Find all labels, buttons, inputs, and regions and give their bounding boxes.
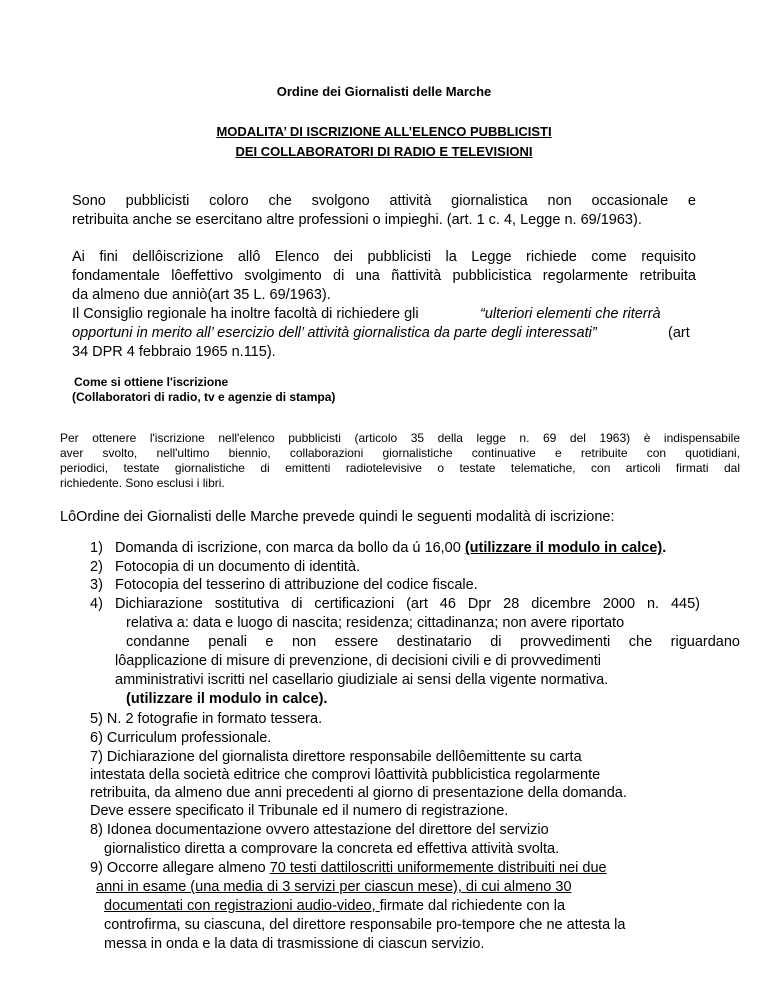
list-item-9-text: 9) Occorre allegare almeno — [90, 860, 270, 876]
intro-p2-line2: fondamentale lôeffettivo svolgimento di una ñattività pubblicistica regolarmente retribuita — [72, 268, 696, 284]
list-item-1-text: Domanda di iscrizione, con marca da bollo da ú 16,00 — [115, 540, 465, 556]
requirements-line1: Per ottenere l'iscrizione nell'elenco pubblicisti (articolo 35 della legge n. 69 del 1963) è indispensabile — [60, 431, 740, 445]
list-item-4-line1: Dichiarazione sostitutiva di certificazioni (art 46 Dpr 28 dicembre 2000 n. 445) — [115, 596, 700, 612]
document-heading-line2: DEI COLLABORATORI DI RADIO E TELEVISIONI — [235, 144, 533, 159]
section-title-line1: Come si ottiene l'iscrizione — [74, 375, 229, 389]
intro-p2-line5b: (art — [668, 325, 690, 341]
list-item-7-line2: intestata della società editrice che comprovi lôattività pubblicistica regolarmente — [90, 767, 601, 783]
list-number-2: 2) — [90, 559, 103, 575]
list-item-9-highlight-2: anni in esame (una media di 3 servizi per ciascun mese), — [96, 879, 466, 895]
list-item-6: 6) Curriculum professionale. — [90, 730, 272, 746]
requirements-line2: aver svolto, nell'ultimo biennio, collaborazioni giornalistiche continuative e retribuite con quotidiani, — [60, 446, 740, 460]
list-item-7-line4: Deve essere specificato il Tribunale ed il numero di registrazione. — [90, 803, 509, 819]
list-item-9-line4: controfirma, su ciascuna, del direttore responsabile pro-tempore che ne attesta la — [104, 917, 626, 933]
list-item-4-line2: relativa a: data e luogo di nascita; residenza; cittadinanza; non avere riportato — [126, 615, 625, 631]
intro-p2-line1: Ai fini dellôiscrizione allô Elenco dei pubblicisti la Legge richiede come requisito — [72, 249, 696, 265]
list-number-4: 4) — [90, 596, 103, 612]
intro-p2-line6: 34 DPR 4 febbraio 1965 n.115). — [72, 344, 276, 360]
requirements-line4: richiedente. Sono esclusi i libri. — [60, 476, 225, 490]
organization-title: Ordine dei Giornalisti delle Marche — [276, 84, 492, 99]
list-item-9-highlight-4: documentati con registrazioni audio-video, — [104, 898, 380, 914]
list-item-9-line2 — [96, 879, 572, 895]
intro-p1-line1: Sono pubblicisti coloro che svolgono attività giornalistica non occasionale e — [72, 193, 696, 209]
intro-p2-line4b: “ulteriori elementi che riterrà — [480, 306, 661, 322]
list-item-4-line4: lôapplicazione di misure di prevenzione, di decisioni civili e di provvedimenti — [115, 653, 601, 669]
list-item-9-line5: messa in onda e la data di trasmissione di ciascun servizio. — [104, 936, 485, 952]
procedure-intro: LôOrdine dei Giornalisti delle Marche prevede quindi le seguenti modalità di iscrizione: — [60, 509, 615, 525]
list-item-9-text-2: firmate dal richiedente con la — [379, 898, 566, 914]
requirements-line3: periodici, testate giornalistiche di emittenti radiotelevisive o testate telematiche, con articoli firmati dal — [60, 461, 740, 475]
section-title-line2: (Collaboratori di radio, tv e agenzie di stampa) — [72, 390, 336, 404]
intro-p2-line4a: Il Consiglio regionale ha inoltre facoltà di richiedere gli — [72, 306, 419, 322]
intro-p2-line5a: opportuni in merito all’ esercizio dell’ attività giornalistica da parte degli interessati” — [72, 325, 597, 341]
list-item-7-line1: 7) Dichiarazione del giornalista direttore responsabile dellôemittente su carta — [90, 749, 582, 765]
list-item-9-line3 — [104, 898, 565, 914]
intro-p1-line2: retribuita anche se esercitano altre professioni o impieghi. (art. 1 c. 4, Legge n. 69/1963). — [72, 212, 642, 228]
list-item-9-highlight-1: 70 testi dattiloscritti uniformemente distribuiti nei due — [269, 860, 607, 876]
list-item-8-line2: giornalistico diretta a comprovare la concreta ed effettiva attività svolta. — [104, 841, 560, 857]
list-item-9-highlight-3: di cui almeno 30 — [465, 879, 572, 895]
list-item-5: 5) N. 2 fotografie in formato tessera. — [90, 711, 323, 727]
list-item-8-line1: 8) Idonea documentazione ovvero attestazione del direttore del servizio — [90, 822, 549, 838]
list-item-1: Domanda di iscrizione, con marca da bollo da ú 16,00 (utilizzare il modulo in calce). — [115, 540, 667, 556]
list-item-3: Fotocopia del tesserino di attribuzione del codice fiscale. — [115, 577, 478, 593]
list-item-9-line1 — [90, 860, 607, 876]
list-item-1-note: (utilizzare il modulo in calce) — [464, 540, 663, 556]
document-heading-line1: MODALITA’ DI ISCRIZIONE ALL’ELENCO PUBBLICISTI — [216, 124, 552, 139]
list-number-1: 1) — [90, 540, 103, 556]
list-item-4-line3: condanne penali e non essere destinatario di provvedimenti che riguardano — [126, 634, 740, 650]
list-item-4-line6: (utilizzare il modulo in calce). — [126, 691, 328, 707]
list-item-2: Fotocopia di un documento di identità. — [115, 559, 361, 575]
list-item-7-line3: retribuita, da almeno due anni precedenti al giorno di presentazione della domanda. — [90, 785, 627, 801]
list-item-4-line5: amministrativi iscritti nel casellario giudiziale ai sensi della vigente normativa. — [115, 672, 609, 688]
list-number-3: 3) — [90, 577, 103, 593]
intro-p2-line3: da almeno due anniò(art 35 L. 69/1963). — [72, 287, 331, 303]
